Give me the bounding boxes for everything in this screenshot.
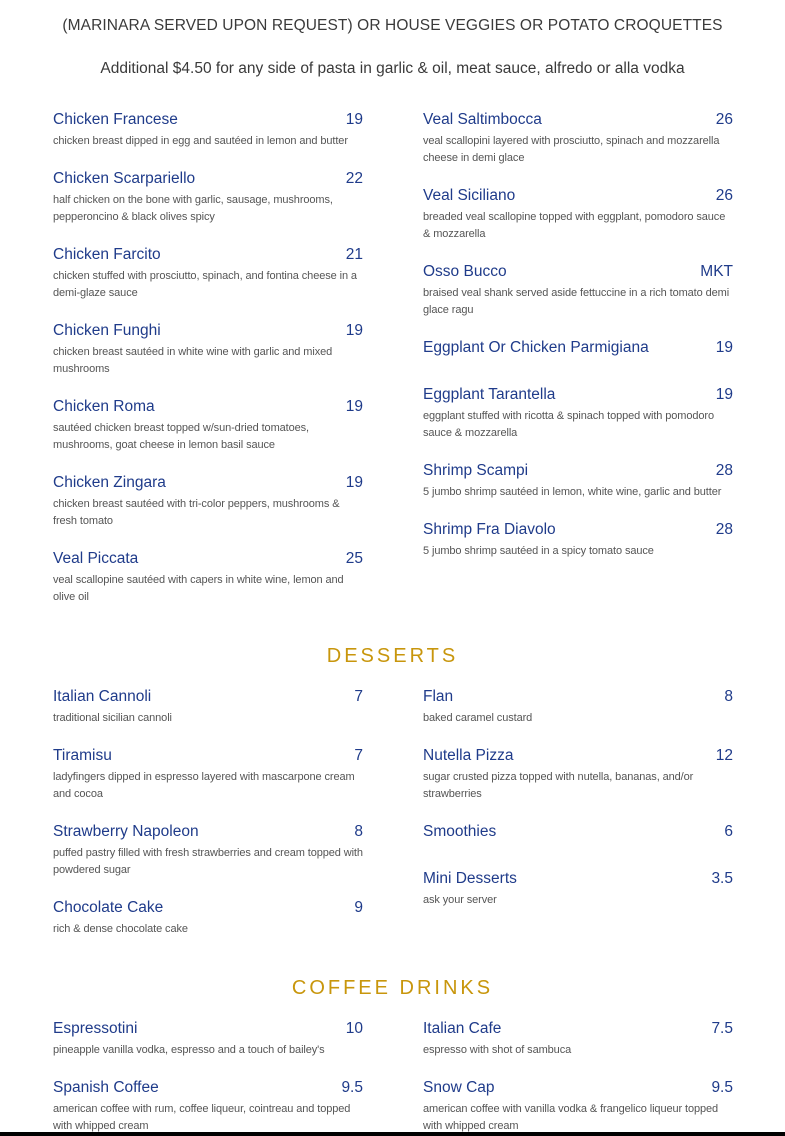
- menu-item: [53, 1019, 363, 1059]
- item-price: 19: [715, 339, 733, 356]
- menu-item: [53, 397, 363, 454]
- item-price: 19: [345, 322, 363, 339]
- item-price: 7: [354, 688, 363, 705]
- coffee-drinks-heading: COFFEE DRINKS: [291, 977, 494, 999]
- menu-item: [53, 321, 363, 378]
- menu-item: [53, 1078, 363, 1135]
- item-description: 5 jumbo shrimp sautéed in lemon, white wine, garlic and butter: [423, 486, 722, 498]
- item-name: Italian Cannoli: [53, 688, 152, 705]
- item-price: 9.5: [711, 1079, 733, 1096]
- menu-item: [423, 338, 733, 358]
- item-name: Osso Bucco: [423, 263, 507, 280]
- item-name: Eggplant Tarantella: [423, 386, 556, 403]
- menu-item: [53, 822, 363, 879]
- item-price: 19: [345, 111, 363, 128]
- item-description: eggplant stuffed with ricotta & spinach topped with pomodoro sauce & mozzarella: [423, 410, 714, 439]
- menu-item: [423, 110, 733, 167]
- item-name: Chicken Roma: [53, 398, 155, 415]
- item-price: 19: [345, 474, 363, 491]
- menu-item: [53, 169, 363, 226]
- item-description: braised veal shank served aside fettuccine in a rich tomato demi glace ragu: [423, 287, 730, 316]
- item-description: veal scallopini layered with prosciutto, spinach and mozzarella cheese in demi glace: [423, 135, 720, 164]
- menu-item: [53, 746, 363, 803]
- item-price: 6: [724, 823, 733, 840]
- item-name: Shrimp Scampi: [423, 462, 529, 479]
- item-name: Chocolate Cake: [53, 899, 164, 916]
- item-price: 9: [354, 899, 363, 916]
- item-description: half chicken on the bone with garlic, sausage, mushrooms, pepperoncino & black olives spicy: [53, 194, 333, 223]
- item-price: 19: [715, 386, 733, 403]
- menu-item: [423, 822, 733, 842]
- item-name: Veal Piccata: [53, 550, 139, 567]
- item-price: 19: [345, 398, 363, 415]
- item-description: breaded veal scallopine topped with eggplant, pomodoro sauce & mozzarella: [423, 211, 726, 240]
- item-price: 10: [345, 1020, 363, 1037]
- menu-item: [423, 687, 733, 727]
- item-name: Flan: [423, 688, 454, 705]
- menu-item: [423, 461, 733, 501]
- item-name: Espressotini: [53, 1020, 138, 1037]
- item-price: 7: [354, 747, 363, 764]
- item-description: sautéed chicken breast topped w/sun-dried tomatoes, mushrooms, goat cheese in lemon basil sauce: [53, 422, 310, 451]
- item-name: Tiramisu: [53, 747, 112, 764]
- item-description: 5 jumbo shrimp sautéed in a spicy tomato sauce: [423, 545, 654, 557]
- item-price: 8: [354, 823, 363, 840]
- item-price: 28: [715, 462, 733, 479]
- item-name: Chicken Francese: [53, 111, 178, 128]
- item-description: espresso with shot of sambuca: [423, 1044, 572, 1056]
- item-name: Spanish Coffee: [53, 1079, 159, 1096]
- item-description: sugar crusted pizza topped with nutella, bananas, and/or strawberries: [423, 771, 694, 800]
- menu-item: [53, 549, 363, 606]
- item-price: 9.5: [341, 1079, 363, 1096]
- item-description: rich & dense chocolate cake: [53, 923, 188, 935]
- menu-item: [53, 245, 363, 302]
- menu-item: [423, 1019, 733, 1059]
- item-name: Shrimp Fra Diavolo: [423, 521, 556, 538]
- item-description: ladyfingers dipped in espresso layered with mascarpone cream and cocoa: [53, 771, 355, 800]
- menu-item: [423, 869, 733, 909]
- item-description: traditional sicilian cannoli: [53, 712, 172, 724]
- item-name: Veal Saltimbocca: [423, 111, 542, 128]
- menu-item: [423, 520, 733, 560]
- item-name: Eggplant Or Chicken Parmigiana: [423, 339, 649, 356]
- menu-item: [423, 186, 733, 243]
- item-description: chicken breast sautéed with tri-color peppers, mushrooms & fresh tomato: [53, 498, 340, 527]
- menu-item: [53, 898, 363, 938]
- item-name: Nutella Pizza: [423, 747, 514, 764]
- item-name: Chicken Funghi: [53, 322, 161, 339]
- menu-item: [423, 746, 733, 803]
- item-price: MKT: [700, 263, 733, 280]
- item-description: veal scallopine sautéed with capers in white wine, lemon and olive oil: [53, 574, 344, 603]
- item-price: 26: [715, 187, 733, 204]
- item-name: Chicken Scarpariello: [53, 170, 196, 187]
- item-description: puffed pastry filled with fresh strawberries and cream topped with powdered sugar: [53, 847, 363, 876]
- item-description: pineapple vanilla vodka, espresso and a touch of bailey's: [53, 1044, 325, 1056]
- item-description: ask your server: [423, 894, 497, 906]
- menu-item: [53, 473, 363, 530]
- menu-item: [423, 1078, 733, 1135]
- item-name: Italian Cafe: [423, 1020, 502, 1037]
- item-price: 8: [724, 688, 733, 705]
- item-price: 7.5: [711, 1020, 733, 1037]
- menu-item: [423, 385, 733, 442]
- side-options-note: (MARINARA SERVED UPON REQUEST) OR HOUSE VEGGIES OR POTATO CROQUETTES: [62, 17, 723, 34]
- item-description: american coffee with vanilla vodka & frangelico liqueur topped with whipped cream: [423, 1103, 719, 1132]
- menu-item: [423, 262, 733, 319]
- item-name: Chicken Zingara: [53, 474, 166, 491]
- desserts-heading: DESSERTS: [326, 645, 459, 667]
- item-price: 25: [345, 550, 363, 567]
- item-price: 26: [715, 111, 733, 128]
- pasta-side-note: Additional $4.50 for any side of pasta in garlic & oil, meat sauce, alfredo or alla vodka: [100, 60, 685, 77]
- bottom-divider: [0, 1132, 785, 1136]
- item-price: 28: [715, 521, 733, 538]
- item-name: Smoothies: [423, 823, 497, 840]
- item-price: 12: [715, 747, 733, 764]
- item-description: chicken stuffed with prosciutto, spinach, and fontina cheese in a demi-glaze sauce: [53, 270, 357, 299]
- item-name: Chicken Farcito: [53, 246, 161, 263]
- item-price: 21: [345, 246, 363, 263]
- menu-item: [53, 110, 363, 150]
- item-description: baked caramel custard: [423, 712, 533, 724]
- item-name: Snow Cap: [423, 1079, 495, 1096]
- item-name: Strawberry Napoleon: [53, 823, 199, 840]
- item-name: Mini Desserts: [423, 870, 517, 887]
- menu-item: [53, 687, 363, 727]
- item-price: 22: [345, 170, 363, 187]
- item-price: 3.5: [711, 870, 733, 887]
- item-name: Veal Siciliano: [423, 187, 516, 204]
- item-description: american coffee with rum, coffee liqueur, cointreau and topped with whipped cream: [53, 1103, 351, 1132]
- item-description: chicken breast sautéed in white wine with garlic and mixed mushrooms: [53, 346, 333, 375]
- item-description: chicken breast dipped in egg and sautéed in lemon and butter: [53, 135, 348, 147]
